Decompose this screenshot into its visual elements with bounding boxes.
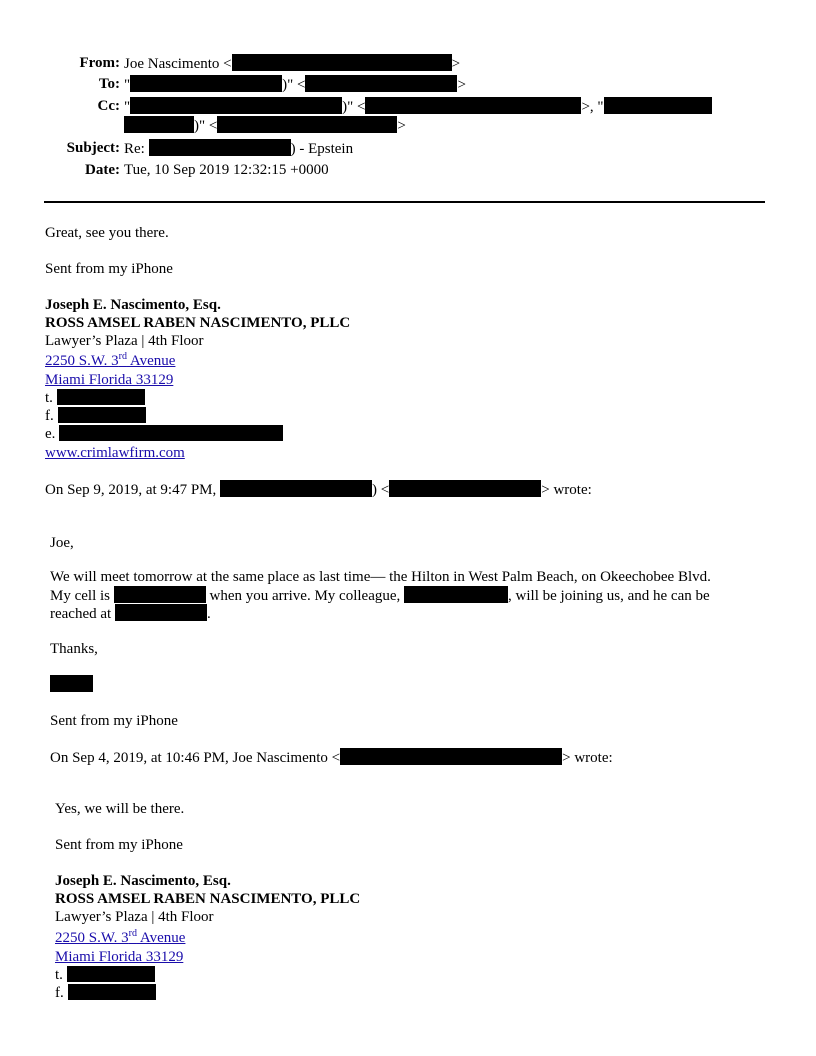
- signature2-address[interactable]: [55, 929, 185, 947]
- address2-street: 2250 S.W. 3: [55, 930, 129, 946]
- quote2-sent-from: Sent from my iPhone: [55, 837, 183, 853]
- redaction-block: [114, 586, 206, 603]
- quote1-line2-c: , will be joining us, and he can be: [508, 588, 710, 604]
- signature-website[interactable]: [45, 444, 185, 462]
- signature-office: Lawyer’s Plaza | 4th Floor: [45, 333, 204, 349]
- header-divider: [44, 201, 765, 203]
- redaction-block: [149, 139, 291, 156]
- cc-line-2: [124, 116, 406, 135]
- city2-link[interactable]: Miami Florida 33129: [55, 949, 184, 965]
- signature-phone: [45, 389, 145, 407]
- signature2-office: Lawyer’s Plaza | 4th Floor: [55, 909, 214, 925]
- quote1-intro: [45, 480, 592, 499]
- signature-email: [45, 425, 283, 443]
- phone-label: t.: [45, 390, 53, 406]
- cc2-mid: )" <: [194, 118, 218, 134]
- quote2-intro: [50, 748, 613, 767]
- address-street-suffix: Avenue: [126, 353, 176, 369]
- to-close: >: [457, 77, 466, 93]
- redaction-block: [232, 54, 452, 71]
- quote1-intro-post: > wrote:: [541, 482, 592, 498]
- signature-fax: [45, 407, 146, 425]
- to-label: To:: [98, 76, 120, 92]
- quote1-line1: We will meet tomorrow at the same place as last time— the Hilton in West Palm Beach, on Okeechobee Blvd.: [50, 569, 711, 585]
- signature-city[interactable]: [45, 371, 173, 389]
- redaction-block: [130, 75, 282, 92]
- from-name: Joe Nascimento <: [124, 56, 232, 72]
- redaction-block: [404, 586, 508, 603]
- redaction-block: [115, 604, 207, 621]
- quote1-sent-from: Sent from my iPhone: [50, 713, 178, 729]
- subject-suffix: ) - Epstein: [290, 141, 354, 157]
- reply-body: Great, see you there.: [45, 225, 169, 241]
- fax2-label: f.: [55, 985, 64, 1001]
- city-link[interactable]: Miami Florida 33129: [45, 372, 174, 388]
- redaction-block: [50, 675, 93, 692]
- address-ordinal: rd: [118, 351, 127, 362]
- quote1-line2: [50, 586, 710, 605]
- redaction-block: [67, 966, 155, 982]
- signature2-firm: ROSS AMSEL RABEN NASCIMENTO, PLLC: [55, 891, 361, 907]
- redaction-block: [604, 97, 712, 114]
- from-line: [124, 54, 460, 73]
- quote1-line3-a: reached at: [50, 606, 115, 622]
- from-label: From:: [79, 55, 120, 71]
- address2-link[interactable]: [55, 930, 185, 946]
- quote1-line3: [50, 604, 211, 623]
- address2-street-suffix: Avenue: [136, 930, 186, 946]
- date-label: Date:: [85, 162, 120, 178]
- quote1-intro-pre: On Sep 9, 2019, at 9:47 PM,: [45, 482, 221, 498]
- signature2-name: Joseph E. Nascimento, Esq.: [55, 873, 231, 889]
- cc-sep: >, ": [581, 99, 604, 115]
- reply-sent-from: Sent from my iPhone: [45, 261, 173, 277]
- address-link[interactable]: [45, 353, 175, 369]
- signature2-city[interactable]: [55, 948, 183, 966]
- quote1-line2-a: My cell is: [50, 588, 114, 604]
- from-close: >: [451, 56, 461, 72]
- redaction-block: [59, 425, 283, 441]
- signature-firm: ROSS AMSEL RABEN NASCIMENTO, PLLC: [45, 315, 351, 331]
- quote1-thanks: Thanks,: [50, 641, 98, 657]
- quote1-intro-mid: ) <: [372, 482, 390, 498]
- quote1-line3-b: .: [206, 606, 211, 622]
- quote1-signoff: [50, 675, 93, 694]
- redaction-block: [389, 480, 541, 497]
- redaction-block: [68, 984, 156, 1000]
- quote1-greeting: Joe,: [50, 535, 74, 551]
- subject-line: [124, 139, 353, 158]
- redaction-block: [57, 389, 145, 405]
- subject-prefix: Re:: [124, 141, 149, 157]
- redaction-block: [340, 748, 562, 765]
- to-line: [124, 75, 466, 94]
- signature2-phone: [55, 966, 155, 984]
- redaction-block: [220, 480, 372, 497]
- cc-mid: )" <: [342, 99, 366, 115]
- phone2-label: t.: [55, 967, 63, 983]
- cc2-close: >: [397, 118, 406, 134]
- quote2-intro-pre: On Sep 4, 2019, at 10:46 PM, Joe Nascimento <: [50, 750, 341, 766]
- quote2-intro-post: > wrote:: [562, 750, 613, 766]
- email-label: e.: [45, 426, 56, 442]
- to-open: ": [124, 77, 131, 93]
- redaction-block: [365, 97, 581, 114]
- quote1-line2-b: when you arrive. My colleague,: [205, 588, 405, 604]
- fax-label: f.: [45, 408, 54, 424]
- signature-name: Joseph E. Nascimento, Esq.: [45, 297, 221, 313]
- quote2-body: Yes, we will be there.: [55, 801, 185, 817]
- redaction-block: [217, 116, 397, 133]
- redaction-block: [130, 97, 342, 114]
- address-street: 2250 S.W. 3: [45, 353, 119, 369]
- signature2-fax: [55, 984, 156, 1002]
- address2-ordinal: rd: [128, 928, 137, 939]
- cc-open: ": [124, 99, 131, 115]
- cc-label: Cc:: [97, 98, 120, 114]
- to-mid: )" <: [282, 77, 306, 93]
- redaction-block: [58, 407, 146, 423]
- signature-address[interactable]: [45, 352, 175, 370]
- website-link[interactable]: www.crimlawfirm.com: [45, 445, 185, 461]
- cc-line: [124, 97, 712, 116]
- date-value: Tue, 10 Sep 2019 12:32:15 +0000: [124, 162, 329, 178]
- subject-label: Subject:: [66, 140, 120, 156]
- redaction-block: [305, 75, 457, 92]
- redaction-block: [124, 116, 194, 133]
